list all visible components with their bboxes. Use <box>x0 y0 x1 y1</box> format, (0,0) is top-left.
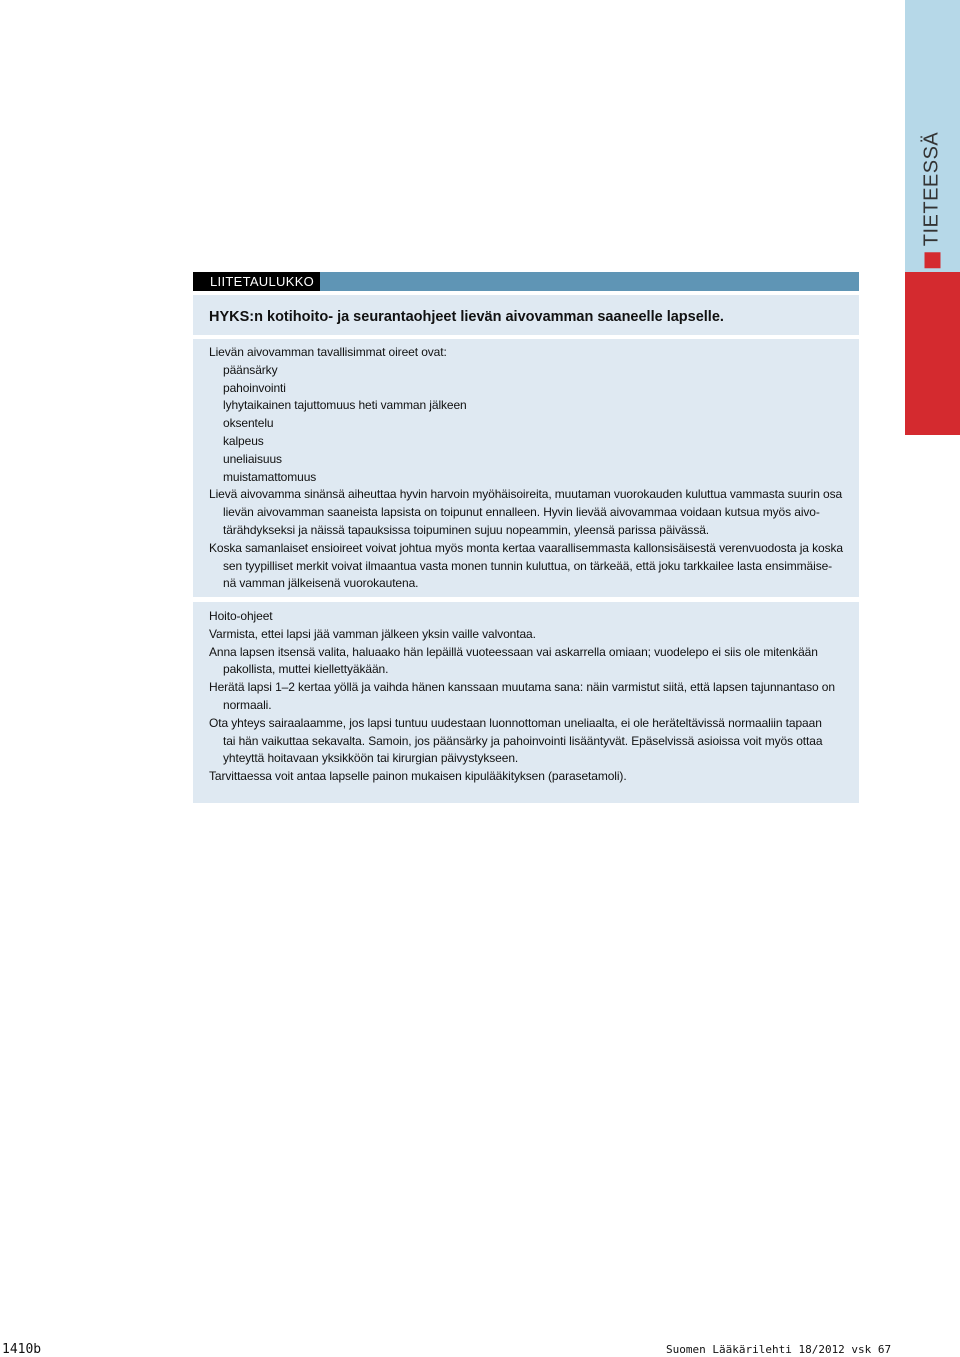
text-line: Lievä aivovamma sinänsä aiheuttaa hyvin harvoin myöhäisoireita, muutaman vuorokauden kuluttua vammasta suurin osa <box>209 487 843 502</box>
care-instructions-box <box>193 602 859 803</box>
symptom-item: pahoinvointi <box>223 380 286 395</box>
symptom-item: oksentelu <box>223 416 274 431</box>
text-line: Varmista, ettei lapsi jää vamman jälkeen yksin vaille valvontaa. <box>209 626 536 641</box>
symptom-item: kalpeus <box>223 433 264 448</box>
care-heading: Hoito-ohjeet <box>209 609 273 623</box>
journal-info: Suomen Lääkärilehti 18/2012 vsk 67 <box>666 1343 892 1356</box>
text-line: Herätä lapsi 1–2 kertaa yöllä ja vaihda hänen kanssaan muutama sana: näin varmistut siitä, että lapsen tajunnantaso on <box>209 680 835 695</box>
table-title-box <box>193 295 859 335</box>
symptom-item: uneliaisuus <box>223 451 282 466</box>
symptoms-text <box>209 344 845 593</box>
symptoms-box <box>193 339 859 597</box>
symptom-item: muistamattomuus <box>223 469 317 484</box>
section-tab-red <box>905 272 960 435</box>
table-header-bar <box>193 272 859 291</box>
page-number: 1410b <box>2 1342 42 1357</box>
text-line: Anna lapsen itsensä valita, haluaako hän lepäillä vuoteessaan vai askarrella omiaan; vuodelepo ei siis ole mitenkään <box>209 644 818 659</box>
text-line: nä vamman jälkeisenä vuorokautena. <box>223 576 419 591</box>
symptom-item: päänsärky <box>223 362 278 377</box>
section-tab-text: TIETEESSÄ <box>920 131 943 247</box>
text-line: Tarvittaessa voit antaa lapselle painon mukaisen kipulääkityksen (parasetamoli). <box>209 769 627 784</box>
table-title: HYKS:n kotihoito- ja seurantaohjeet lievän aivovamman saaneelle lapselle. <box>209 309 724 325</box>
text-line: tärähdykseksi ja näissä tapauksissa toipuminen sujuu nopeammin, yleensä parissa päivässä. <box>223 522 710 537</box>
section-tab-label <box>921 132 944 269</box>
table-tag: LIITETAULUKKO <box>193 272 320 291</box>
care-instructions-text <box>209 608 845 786</box>
symptom-item: lyhytaikainen tajuttomuus heti vamman jälkeen <box>223 398 467 413</box>
text-line: lievän aivovamman saaneista lapsista on toipunut ennalleen. Hyvin lievää aivovammaa voidaan kutsua myös aivo- <box>223 505 820 520</box>
text-line: yhteyttä hoitavaan yksikköön tai kirurgian päivystykseen. <box>223 751 519 766</box>
text-line: pakollista, muttei kiellettyäkään. <box>223 662 389 677</box>
text-line: tai hän vaikuttaa sekavalta. Samoin, jos päänsärky ja pahoinvointi lisääntyvät. Epäselvissä asioissa voit myös ottaa <box>223 733 823 748</box>
text-line: Lievän aivovamman tavallisimmat oireet ovat: <box>209 345 447 359</box>
text-line: Koska samanlaiset ensioireet voivat johtua myös monta kertaa vaarallisemmasta kallonsisäisestä verenvuodosta ja koska <box>209 540 843 555</box>
section-tab <box>905 0 960 435</box>
red-square-icon <box>924 252 940 268</box>
text-line: Ota yhteys sairaalaamme, jos lapsi tuntuu uudestaan luonnottoman uneliaalta, ei ole heräteltävissä normaaliin tapaan <box>209 715 822 730</box>
text-line: sen tyypilliset merkit voivat ilmaantua vasta monen tunnin kuluttua, on tärkeää, että joku tarkkailee lasta ensimmäise- <box>223 558 833 573</box>
text-line: normaali. <box>223 697 272 712</box>
